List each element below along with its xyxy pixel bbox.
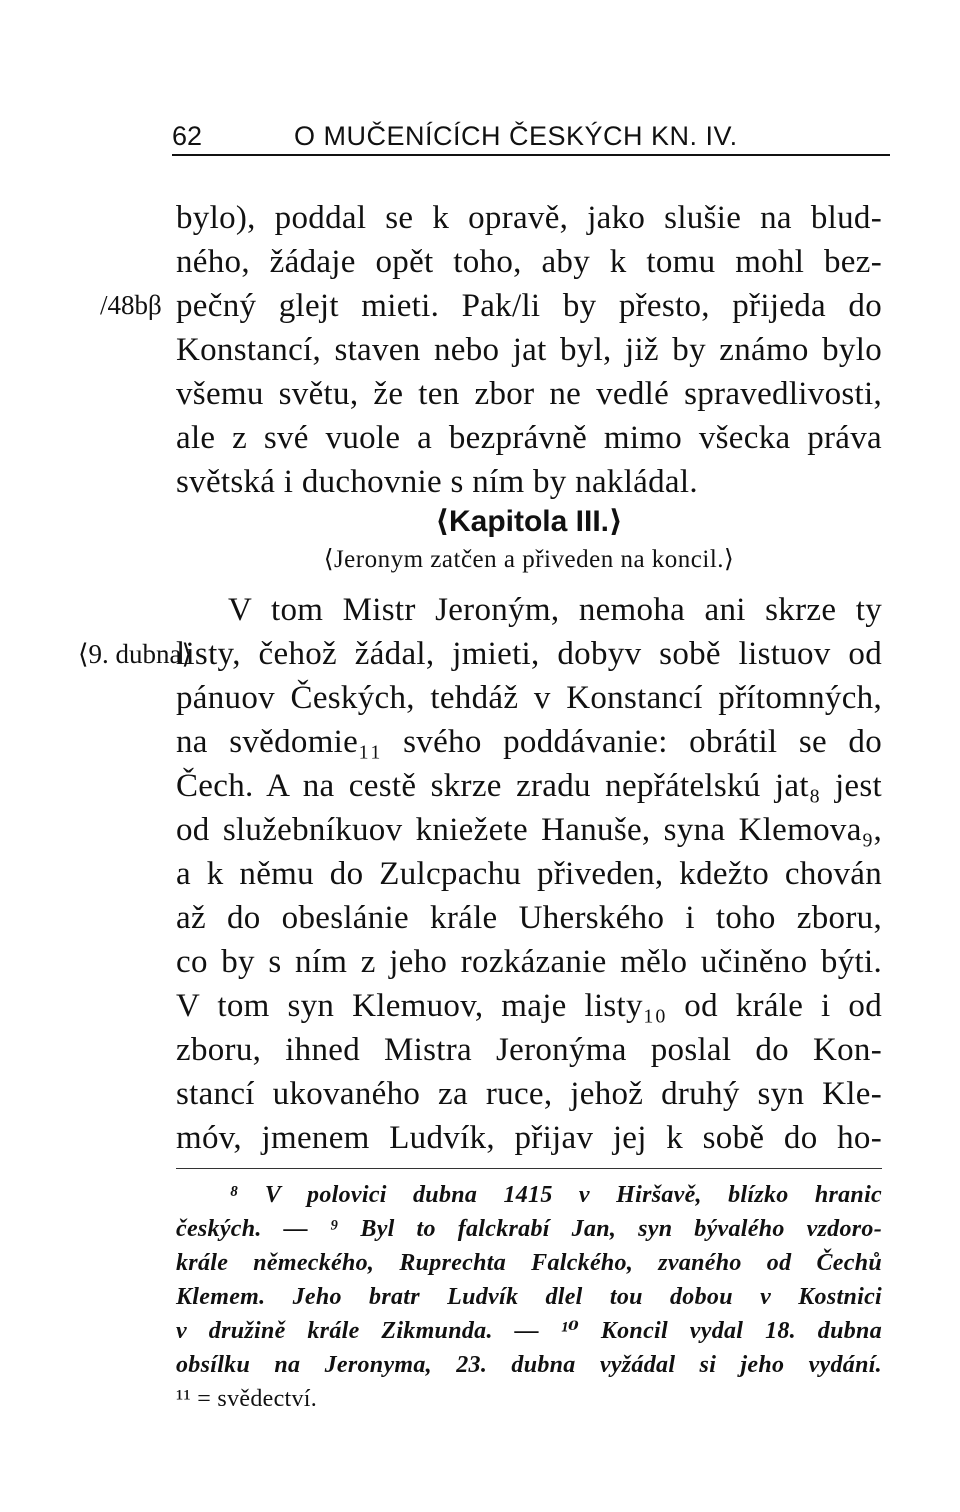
footnote-line: českých. — ⁹ Byl to falckrabí Jan, syn bývalého vzdoro-	[176, 1216, 882, 1242]
footnote-line: krále německého, Ruprechta Falckého, zvaného od Čechů	[176, 1250, 882, 1276]
body-line: bylo), poddal se k opravě, jako slušie na blud-	[176, 200, 882, 236]
margin-folio-note: /48bβ	[100, 290, 162, 320]
footnote-line: Klemem. Jeho bratr Ludvík dlel tou dobou v Kostnici	[176, 1284, 882, 1310]
body-line: světská i duchovnie s ním by nakládal.	[176, 464, 698, 500]
body-line: móv, jmenem Ludvík, přijav jej k sobě do ho-	[176, 1120, 882, 1156]
chapter-subheading: ⟨Jeronym zatčen a přiveden na koncil.⟩	[323, 546, 735, 573]
body-line: zboru, ihned Mistra Jeronýma poslal do Kon-	[176, 1032, 882, 1068]
body-line: V tom Mistr Jeroným, nemoha ani skrze ty	[228, 592, 882, 628]
body-line: všemu světu, že ten zbor ne vedlé spravedlivosti,	[176, 376, 882, 412]
body-line: pečný glejt mieti. Pak/li by přesto, přijeda do	[176, 288, 882, 324]
body-line: stancí ukovaného za ruce, jehož druhý syn Kle-	[176, 1076, 882, 1112]
margin-date-note: ⟨9. dubna⟩	[78, 639, 193, 669]
body-line: od služebníkuov kniežete Hanuše, syna Klemova₉,	[176, 812, 882, 848]
body-line: co by s ním z jeho rozkázanie mělo učiněno býti.	[176, 944, 882, 980]
footnote-line: ¹¹ = svědectví.	[176, 1386, 318, 1412]
body-line: na svědomie₁₁ svého poddávanie: obrátil se do	[176, 724, 882, 760]
body-line: Konstancí, staven nebo jat byl, již by známo bylo	[176, 332, 882, 368]
body-line: až do obeslánie krále Uherského i toho zboru,	[176, 900, 882, 936]
footnote-separator	[176, 1168, 882, 1169]
footnote-line: ⁸ V polovici dubna 1415 v Hiršavě, blízko hranic	[230, 1182, 882, 1208]
page-number: 62	[172, 121, 203, 151]
body-line: ale z své vuole a bezprávně mimo všecka práva	[176, 420, 882, 456]
body-line: a k němu do Zulcpachu přiveden, kdežto chován	[176, 856, 882, 892]
page-header	[172, 118, 890, 156]
body-line: pánuov Českých, tehdáž v Konstancí přítomných,	[176, 680, 882, 716]
footnote-line: v družině krále Zikmunda. — ¹⁰ Koncil vydal 18. dubna	[176, 1318, 882, 1344]
running-title: O MUČENÍCÍCH ČESKÝCH KN. IV.	[294, 121, 738, 151]
body-line: V tom syn Klemuov, maje listy₁₀ od krále i od	[176, 988, 882, 1024]
footnote-line: obsílku na Jeronyma, 23. dubna vyžádal si jeho vydání.	[176, 1352, 882, 1378]
body-line: ného, žádaje opět toho, aby k tomu mohl bez-	[176, 244, 882, 280]
chapter-heading: ⟨Kapitola III.⟩	[435, 505, 623, 538]
body-line: listy, čehož žádal, jmieti, dobyv sobě listuov od	[176, 636, 882, 672]
body-line: Čech. A na cestě skrze zradu nepřátelskú jat₈ jest	[176, 768, 882, 804]
